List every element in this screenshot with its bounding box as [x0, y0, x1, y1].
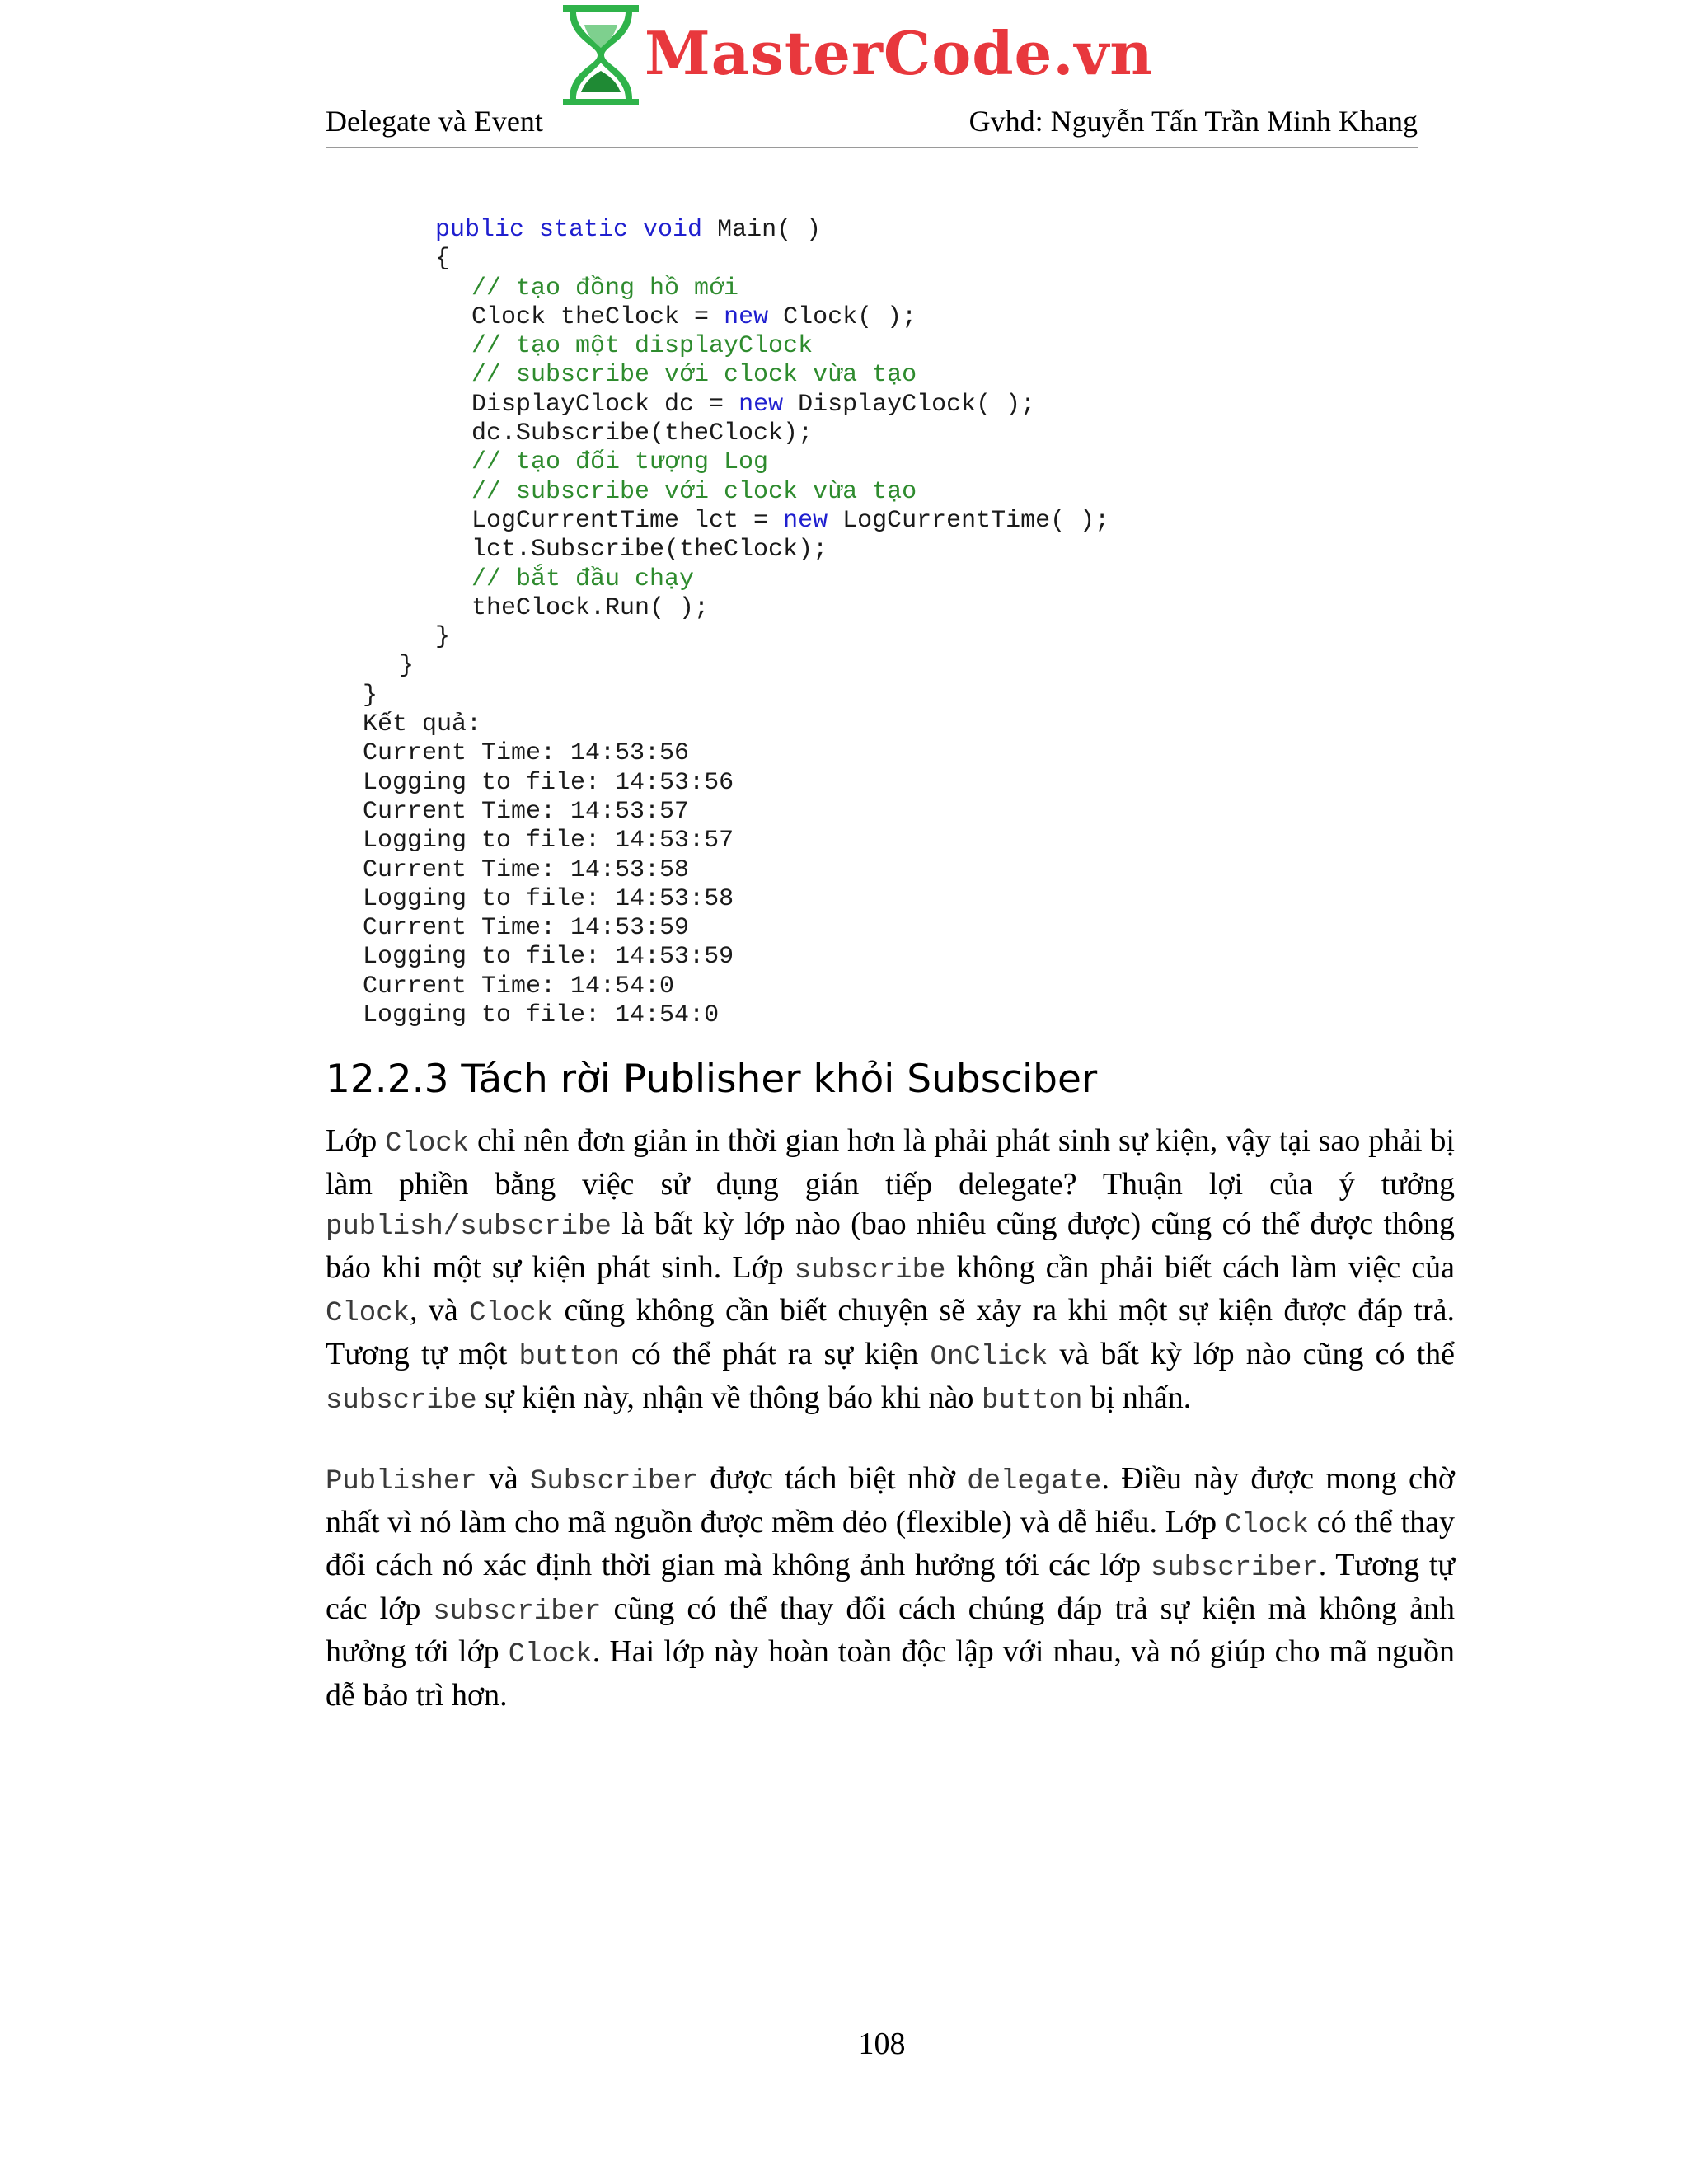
code-comment: // bắt đầu chạy	[471, 565, 695, 593]
code-text: Kết quả:	[363, 710, 482, 739]
inline-code: Clock	[326, 1298, 410, 1330]
inline-code: button	[981, 1385, 1083, 1417]
paragraph-text: . Tương tự các lớp	[326, 1548, 1455, 1626]
code-line	[363, 827, 1109, 855]
code-line	[363, 216, 1109, 245]
code-line	[363, 245, 1109, 274]
paragraph-text: , và	[410, 1293, 470, 1329]
section-heading: 12.2.3 Tách rời Publisher khỏi Subsciber	[326, 1057, 1098, 1102]
code-line	[363, 682, 1109, 710]
code-line	[363, 798, 1109, 827]
code-comment: // subscribe với clock vừa tạo	[471, 477, 917, 506]
code-line	[363, 332, 1109, 361]
code-listing	[363, 216, 1109, 1030]
code-line	[363, 914, 1109, 943]
code-line	[363, 478, 1109, 507]
code-text: DisplayClock( );	[783, 390, 1036, 419]
inline-code: subscribe	[326, 1385, 477, 1417]
code-text: LogCurrentTime lct =	[471, 506, 784, 535]
paragraph-text: không cần phải biết cách làm việc của	[945, 1249, 1455, 1285]
code-line	[363, 391, 1109, 419]
code-line	[363, 303, 1109, 332]
code-line	[363, 652, 1109, 681]
code-text: }	[399, 652, 415, 681]
code-line	[363, 594, 1109, 623]
code-line	[363, 769, 1109, 798]
code-line	[363, 972, 1109, 1001]
code-line	[363, 623, 1109, 652]
code-text: DisplayClock dc =	[471, 390, 739, 419]
code-text: Current Time: 14:53:57	[363, 797, 690, 826]
code-line	[363, 1001, 1109, 1030]
inline-code: publish/subscribe	[326, 1212, 612, 1244]
inline-code: subscriber	[433, 1596, 602, 1628]
code-text: Current Time: 14:53:56	[363, 739, 690, 768]
paragraph-text: được tách biệt nhờ	[698, 1461, 968, 1496]
inline-code: delegate	[967, 1466, 1102, 1497]
code-comment: // tạo đối tượng Log	[471, 448, 769, 477]
inline-code: subscriber	[1150, 1553, 1319, 1585]
code-text: Logging to file: 14:53:59	[363, 943, 734, 972]
code-text: Logging to file: 14:54:0	[363, 1001, 720, 1030]
code-comment: // tạo một displayClock	[471, 332, 814, 361]
code-keyword: new	[783, 506, 828, 535]
code-text: {	[435, 245, 451, 274]
code-text: Clock( );	[768, 302, 917, 331]
code-text: Main( )	[702, 216, 822, 244]
code-text: Clock theClock =	[471, 302, 724, 331]
logo-text: MasterCode.vn	[645, 18, 1154, 88]
header-divider	[326, 147, 1418, 148]
paragraph-text: có thể phát ra sự kiện	[619, 1336, 931, 1371]
paragraph-text: có thể thay đổi cách nó xác định thời gian mà không ảnh hưởng tới các lớp	[326, 1504, 1455, 1583]
code-line	[363, 361, 1109, 390]
paragraph-text: và bất kỳ lớp nào cũng có thể	[1048, 1336, 1456, 1371]
code-line	[363, 885, 1109, 914]
paragraph	[326, 1121, 1455, 1421]
code-line	[363, 419, 1109, 448]
code-text: Current Time: 14:53:59	[363, 914, 690, 943]
paragraph-text: bị nhấn.	[1082, 1380, 1192, 1415]
code-text: Logging to file: 14:53:57	[363, 827, 734, 855]
paragraph-text: và	[476, 1461, 530, 1496]
page-number: 108	[858, 2027, 906, 2061]
code-text: Logging to file: 14:53:56	[363, 768, 734, 797]
code-text: }	[435, 623, 451, 652]
inline-code: Clock	[1224, 1509, 1309, 1541]
paragraph-text: cũng không cần biết chuyện sẽ xảy ra khi một sự kiện được đáp trả. Tương tự một	[326, 1293, 1455, 1371]
inline-code: Clock	[385, 1128, 470, 1160]
paragraph-text: cũng có thể thay đổi cách chúng đáp trả sự kiện mà không ảnh hưởng tới lớp	[326, 1591, 1455, 1670]
code-line	[363, 565, 1109, 594]
code-line	[363, 943, 1109, 972]
inline-code: OnClick	[930, 1341, 1048, 1373]
code-line	[363, 448, 1109, 477]
paragraph-text: . Hai lớp này hoàn toàn độc lập với nhau, và nó giúp cho mã nguồn dễ bảo trì hơn.	[326, 1634, 1455, 1713]
code-text: dc.Subscribe(theClock);	[471, 419, 814, 448]
code-line	[363, 536, 1109, 565]
code-keyword: public static void	[435, 216, 703, 244]
code-line	[363, 507, 1109, 536]
code-text: }	[363, 681, 378, 710]
inline-code: subscribe	[794, 1254, 946, 1286]
header-instructor: Gvhd: Nguyễn Tấn Trần Minh Khang	[968, 105, 1418, 138]
inline-code: button	[518, 1341, 620, 1373]
code-text: Current Time: 14:53:58	[363, 855, 690, 884]
paragraph-text: sự kiện này, nhận về thông báo khi nào	[476, 1380, 982, 1415]
code-line	[363, 856, 1109, 885]
code-text: theClock.Run( );	[471, 593, 710, 622]
code-comment: // subscribe với clock vừa tạo	[471, 361, 917, 390]
code-text: Current Time: 14:54:0	[363, 972, 675, 1001]
paragraph-text: chỉ nên đơn giản in thời gian hơn là phải phát sinh sự kiện, vậy tại sao phải bị làm phiền bằng việc sử dụng gián tiếp delegate? Thuận lợi của ý tưởng	[326, 1123, 1455, 1202]
code-comment: // tạo đồng hồ mới	[471, 274, 739, 302]
paragraph	[326, 1459, 1455, 1716]
inline-code: Clock	[508, 1639, 593, 1671]
code-line	[363, 274, 1109, 303]
code-text: Logging to file: 14:53:58	[363, 884, 734, 913]
inline-code: Publisher	[326, 1466, 477, 1497]
paragraph-text: là bất kỳ lớp nào (bao nhiêu cũng được) cũng có thể được thông báo khi một sự kiện phát sinh. Lớp	[326, 1207, 1455, 1285]
code-keyword: new	[724, 302, 769, 331]
code-keyword: new	[738, 390, 784, 419]
code-line	[363, 710, 1109, 739]
code-text: LogCurrentTime( );	[828, 506, 1110, 535]
code-line	[363, 739, 1109, 768]
header-title: Delegate và Event	[326, 105, 543, 138]
paragraph-text: . Điều này được mong chờ nhất vì nó làm cho mã nguồn được mềm dẻo (flexible) và dễ hiểu. Lớp	[326, 1461, 1455, 1540]
code-text: lct.Subscribe(theClock);	[471, 536, 828, 565]
paragraph-text: Lớp	[326, 1123, 386, 1158]
inline-code: Clock	[469, 1298, 554, 1330]
inline-code: Subscriber	[530, 1466, 699, 1497]
